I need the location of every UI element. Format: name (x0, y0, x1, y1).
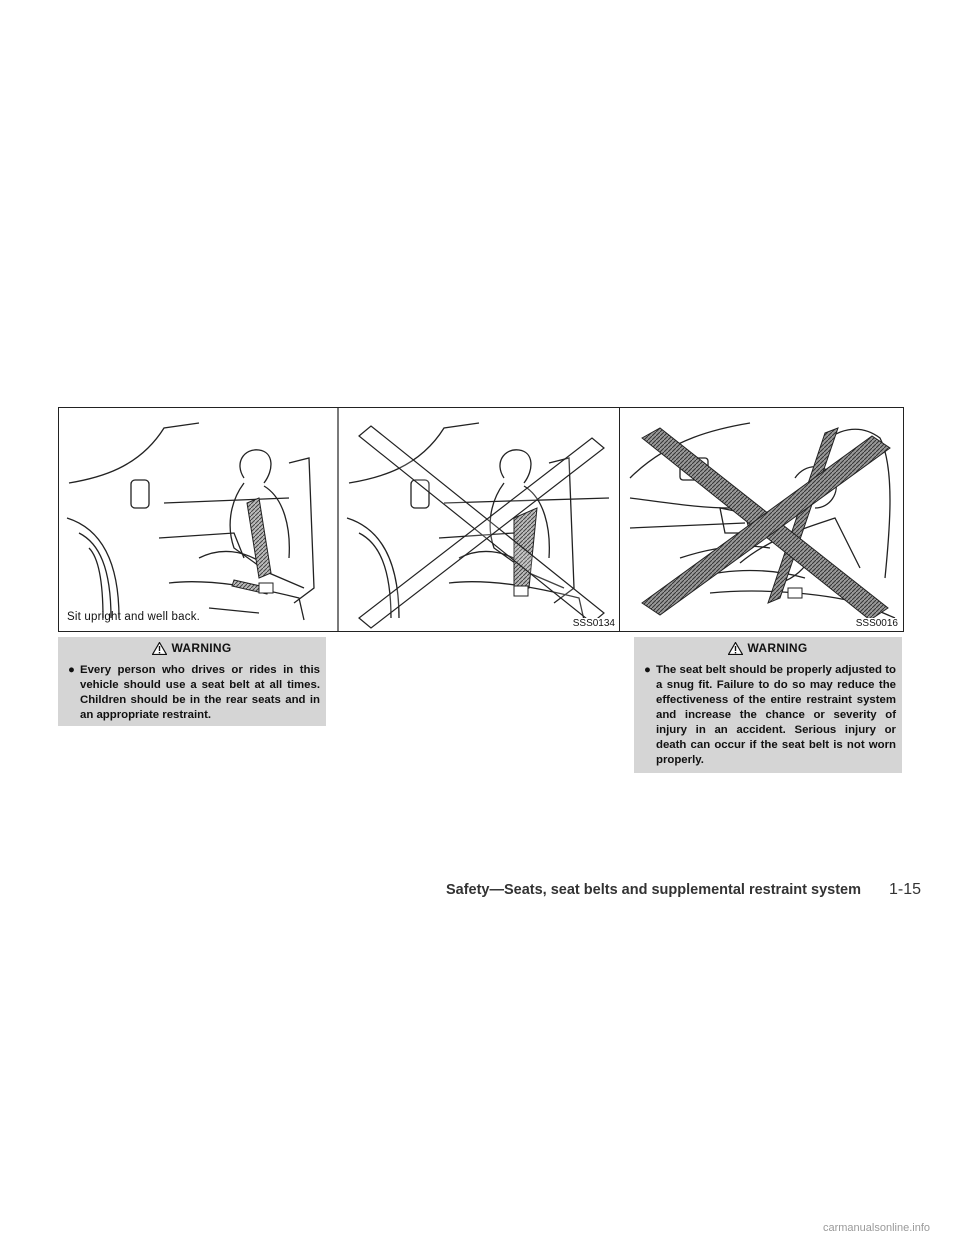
figure-code: SSS0134 (572, 618, 615, 629)
warning-item (634, 659, 902, 776)
figure-reclined-seat (619, 407, 904, 632)
seating-posture-illustration (59, 408, 620, 631)
warning-title: WARNING (171, 641, 232, 655)
bullet: ● (644, 664, 651, 676)
warning-box-seat-belt-use (58, 637, 326, 726)
figure-caption: Sit upright and well back. (67, 611, 201, 623)
page-number: 1-15 (888, 881, 921, 898)
reclined-seat-illustration (620, 408, 903, 631)
warning-triangle-icon (152, 642, 167, 655)
watermark: carmanualsonline.info (822, 1222, 930, 1234)
warning-text: The seat belt should be properly adjusted to a snug fit. Failure to do so may reduce the effectiveness of the entire restraint system and increase the chance or severity of injury in an accident. Serious injury or death can occur if the seat belt is not worn properly. (656, 664, 896, 766)
warning-triangle-icon (728, 642, 743, 655)
warning-header (58, 637, 326, 659)
warning-title: WARNING (747, 641, 808, 655)
figure-seating-posture (58, 407, 621, 632)
figure-code: SSS0016 (855, 618, 898, 629)
warning-text: Every person who drives or rides in this vehicle should use a seat belt at all times. Children should be in the rear seats and in an appropriate restraint. (80, 664, 320, 721)
warning-item (58, 659, 326, 731)
warning-box-seat-belt-fit (634, 637, 902, 773)
bullet: ● (68, 664, 75, 676)
page-footer (0, 880, 960, 902)
warning-header (634, 637, 902, 659)
footer-section-title: Safety—Seats, seat belts and supplemental restraint system (445, 882, 861, 898)
